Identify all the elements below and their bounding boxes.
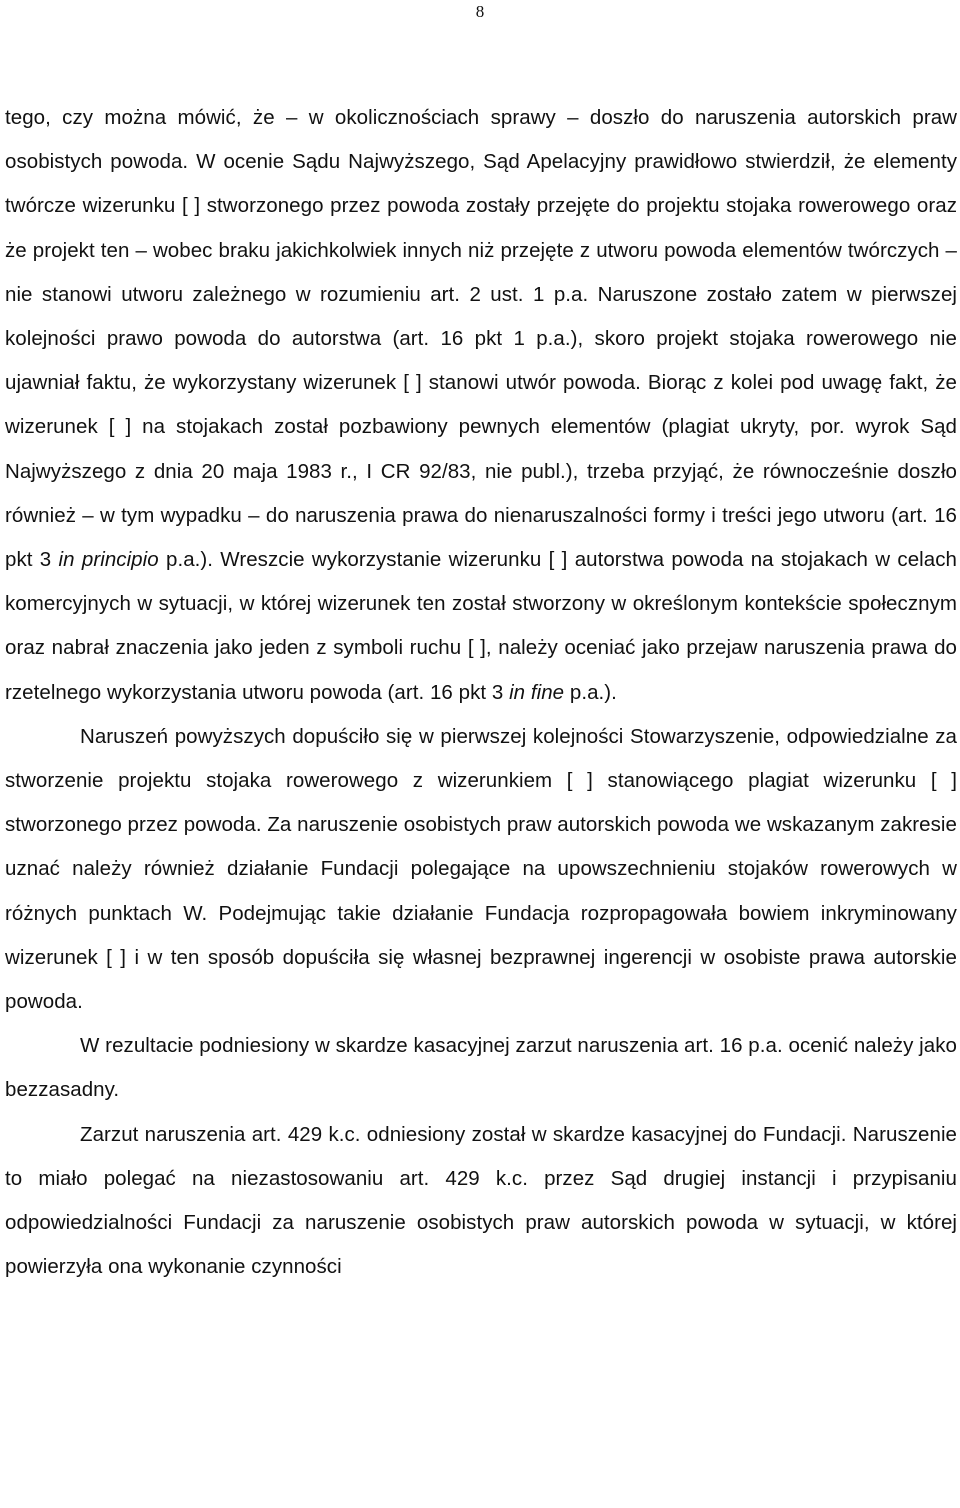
text-run: W rezultacie podniesiony w skardze kasacyjnej zarzut naruszenia art. 16 p.a. ocenić należy jako bezzasadny. bbox=[5, 1034, 957, 1102]
paragraph-2 bbox=[5, 715, 957, 1024]
text-run: p.a.). Wreszcie wykorzystanie wizerunku [ ] autorstwa powoda na stojakach w celach komercyjnych w sytuacji, w której wizerunek ten został stworzony w określonym kontekście społecznym oraz nabrał znaczenia jako jeden z symboli ruchu [ ], należy oceniać jako przejaw naruszenia prawa do rzetelnego wykorzystania utworu powoda (art. 16 pkt 3 bbox=[5, 548, 957, 704]
text-run: Naruszeń powyższych dopuściło się w pierwszej kolejności Stowarzyszenie, odpowiedzialne za stworzenie projektu stojaka rowerowego z wizerunkiem [ ] stanowiącego plagiat wizerunku [ ] stworzonego przez powoda. Za naruszenie osobistych praw autorskich powoda we wskazanym zakresie uznać należy również działanie Fundacji polegające na upowszechnieniu stojaków rowerowych w różnych punktach W. Podejmując takie działanie Fundacja rozpropagowała bowiem inkryminowany wizerunek [ ] i w ten sposób dopuściła się własnej bezprawnej ingerencji w osobiste prawa autorskie powoda. bbox=[5, 724, 957, 1014]
document-body bbox=[5, 96, 957, 1289]
italic-run: in fine bbox=[509, 680, 565, 704]
paragraph-1 bbox=[5, 96, 957, 715]
text-run: p.a.). bbox=[564, 680, 617, 704]
page-number: 8 bbox=[475, 2, 485, 21]
text-run: Zarzut naruszenia art. 429 k.c. odniesiony został w skardze kasacyjnej do Fundacji. Naruszenie to miało polegać na niezastosowaniu art. 429 k.c. przez Sąd drugiej instancji i przypisaniu odpowiedzialności Fundacji za naruszenie osobistych praw autorskich powoda w sytuacji, w której powierzyła ona wykonanie czynności bbox=[5, 1122, 957, 1279]
text-run: tego, czy można mówić, że – w okolicznościach sprawy – doszło do naruszenia autorskich praw osobistych powoda. W ocenie Sądu Najwyższego, Sąd Apelacyjny prawidłowo stwierdził, że elementy twórcze wizerunku [ ] stworzonego przez powoda zostały przejęte do projektu stojaka rowerowego oraz że projekt ten – wobec braku jakichkolwiek innych niż przejęte z utworu powoda elementów twórczych – nie stanowi utworu zależnego w rozumieniu art. 2 ust. 1 p.a. Naruszone zostało zatem w pierwszej kolejności prawo powoda do autorstwa (art. 16 pkt 1 p.a.), skoro projekt stojaka rowerowego nie ujawniał faktu, że wykorzystany wizerunek [ ] stanowi utwór powoda. Biorąc z kolei pod uwagę fakt, że wizerunek [ ] na stojakach został pozbawiony pewnych elementów (plagiat ukryty, por. wyrok Sąd Najwyższego z dnia 20 maja 1983 r., I CR 92/83, nie publ.), trzeba przyjąć, że równocześnie doszło również – w tym wypadku – do naruszenia prawa do nienaruszalności formy i treści jego utworu (art. 16 pkt 3 bbox=[5, 106, 957, 572]
paragraph-3 bbox=[5, 1024, 957, 1112]
paragraph-4 bbox=[5, 1113, 957, 1290]
italic-run: in principio bbox=[58, 548, 159, 572]
